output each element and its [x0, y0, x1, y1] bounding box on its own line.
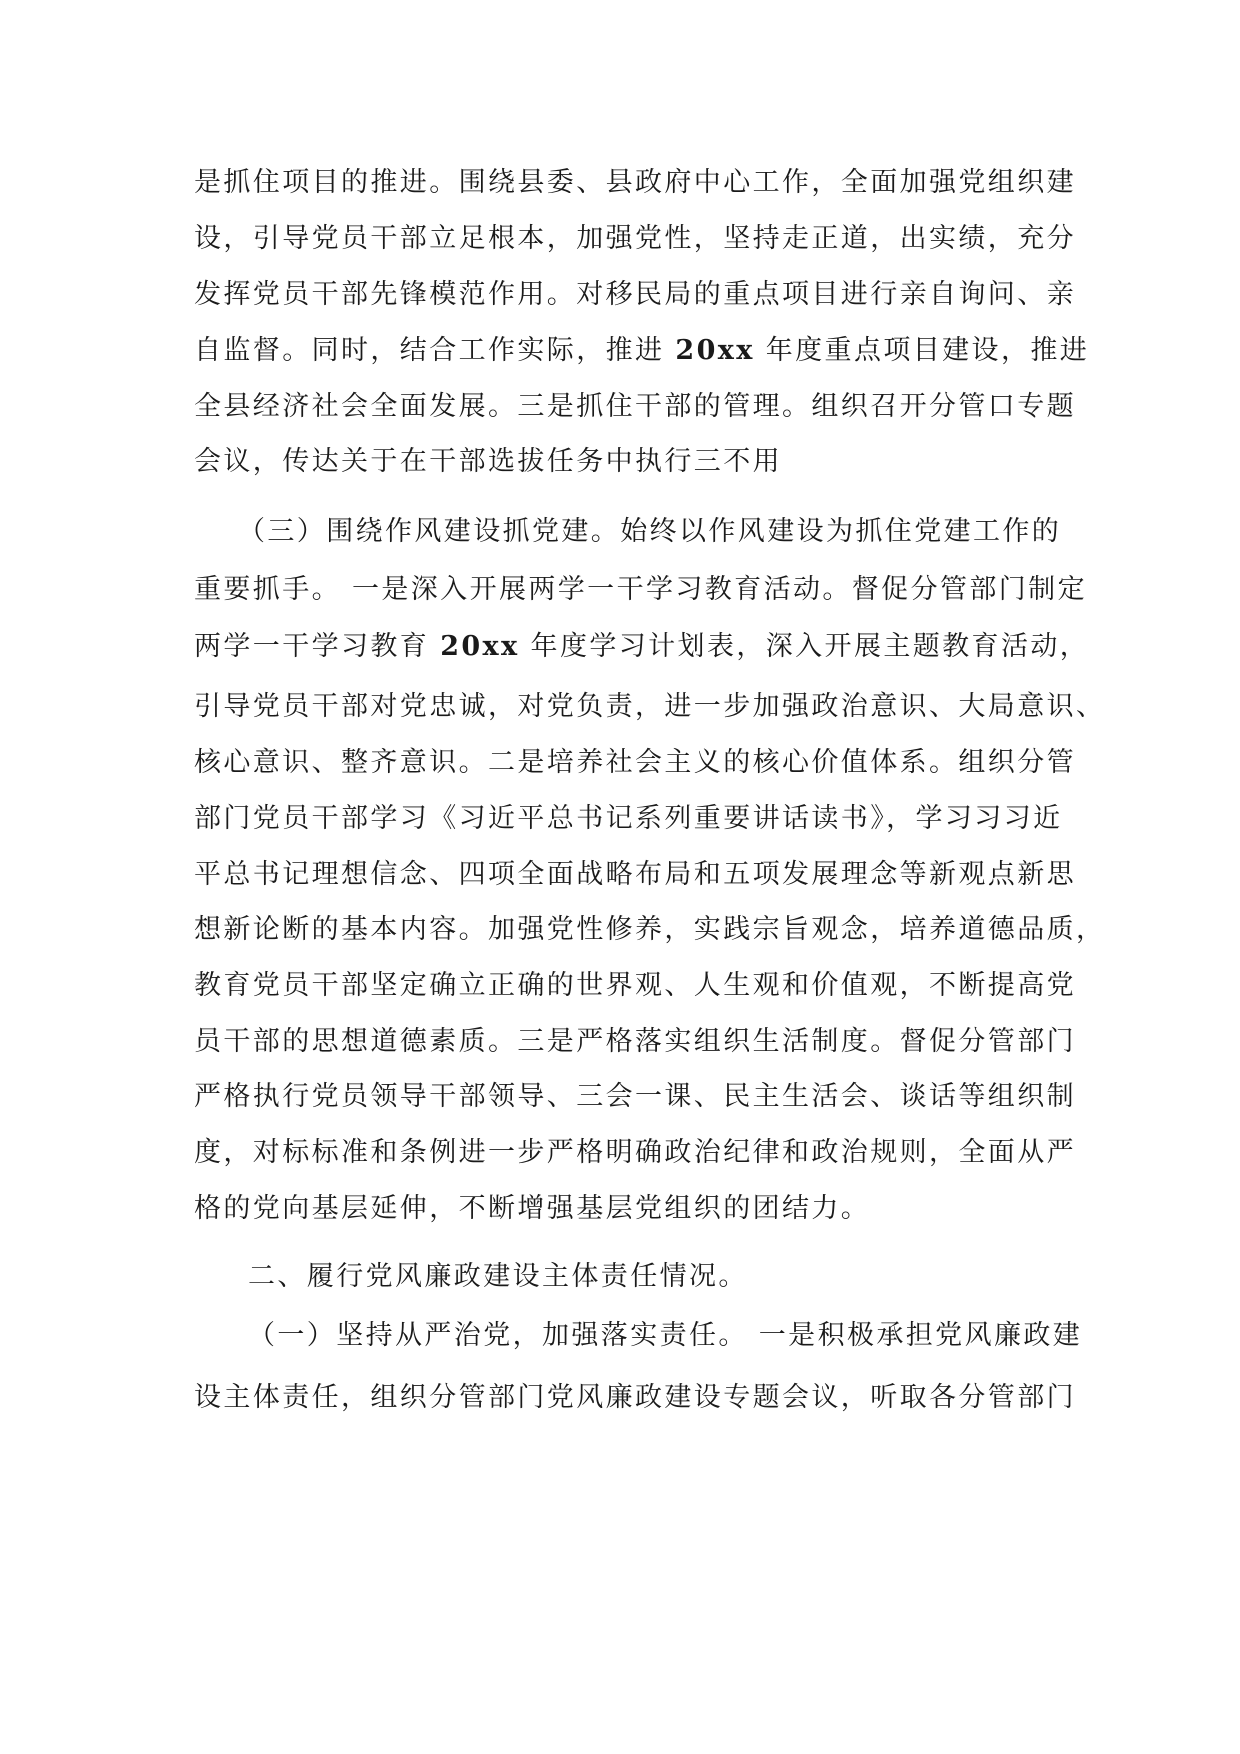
text-line: 严格执行党员领导干部领导、三会一课、民主生活会、谈话等组织制: [194, 1081, 1076, 1112]
text-line: 发挥党员干部先锋模范作用。对移民局的重点项目进行亲自询问、亲: [194, 279, 1076, 310]
text-line: 引导党员干部对党忠诚，对党负责，进一步加强政治意识、大局意识、: [194, 691, 1106, 722]
text-line: 核心意识、整齐意识。二是培养社会主义的核心价值体系。组织分管: [194, 747, 1076, 778]
text-line: 设，引导党员干部立足根本，加强党性，坚持走正道，出实绩，充分: [194, 223, 1076, 254]
text-line: 教育党员干部坚定确立正确的世界观、人生观和价值观，不断提高党: [194, 970, 1076, 1001]
text-line: 全县经济社会全面发展。三是抓住干部的管理。组织召开分管口专题: [194, 391, 1076, 422]
section-heading-3: （三）围绕作风建设抓党建。始终以作风建设为抓住党建工作的: [238, 516, 1062, 547]
text-line: 设主体责任，组织分管部门党风廉政建设专题会议，听取各分管部门: [194, 1382, 1076, 1413]
text-run: 年度重点项目建设，推进: [754, 335, 1090, 366]
section-heading-2: 二、履行党风廉政建设主体责任情况。: [248, 1261, 748, 1292]
text-line: 想新论断的基本内容。加强党性修养，实践宗旨观念，培养道德品质，: [194, 914, 1106, 945]
text-line: 格的党向基层延伸，不断增强基层党组织的团结力。: [194, 1193, 871, 1224]
text-line: 部门党员干部学习《习近平总书记系列重要讲话读书》，学习习习近: [194, 803, 1063, 834]
subsection-heading-1: （一）坚持从严治党，加强落实责任。 一是积极承担党风廉政建: [248, 1320, 1083, 1351]
text-run: 两学一干学习教育: [194, 631, 441, 662]
text-line: 是抓住项目的推进。围绕县委、县政府中心工作，全面加强党组织建: [194, 167, 1076, 198]
year-placeholder: 20xx: [440, 631, 520, 662]
text-line: 平总书记理想信念、四项全面战略布局和五项发展理念等新观点新思: [194, 859, 1076, 890]
text-line: [194, 630, 1089, 664]
text-line: 会议，传达关于在干部选拔任务中执行三不用: [194, 446, 782, 477]
text-line: 重要抓手。 一是深入开展两学一干学习教育活动。督促分管部门制定: [194, 574, 1087, 605]
year-placeholder: 20xx: [675, 335, 755, 366]
text-run: 自监督。同时，结合工作实际，推进: [194, 335, 676, 366]
text-line: 员干部的思想道德素质。三是严格落实组织生活制度。督促分管部门: [194, 1026, 1076, 1057]
text-run: 年度学习计划表，深入开展主题教育活动，: [519, 631, 1090, 662]
text-line: [194, 334, 1089, 368]
text-line: 度，对标标准和条例进一步严格明确政治纪律和政治规则，全面从严: [194, 1137, 1076, 1168]
